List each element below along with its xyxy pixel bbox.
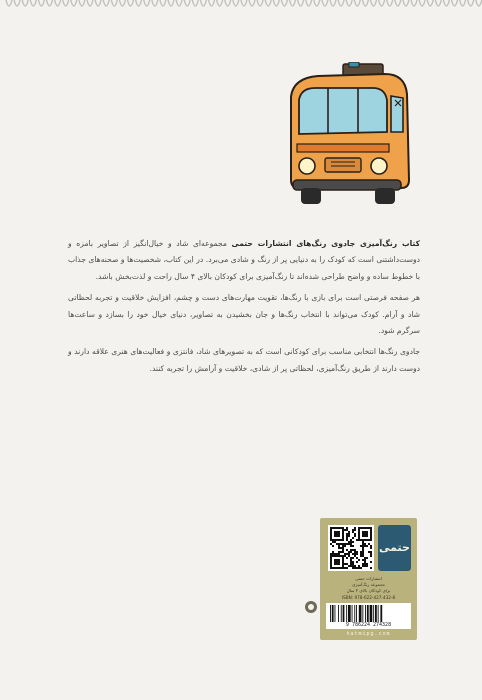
barcode-card — [320, 518, 417, 640]
card-line-3: برای کودکان بالای ۴ سال — [346, 588, 391, 594]
logo-text: حتمی — [379, 541, 410, 554]
paragraph-2: هر صفحه فرصتی است برای بازی با رنگ‌ها، تقویت مهارت‌های دست و چشم، افزایش خلاقیت و تجربه لحظاتی شاد و آرام. کودک می‌تواند با انتخاب رنگ‌ها و جان بخشیدن به تصاویر، دنیای خیال خود را بسازد و ساعت‌ها سرگرم شود. — [68, 293, 420, 336]
intro-paragraph — [68, 236, 420, 285]
publisher-seal-icon — [304, 600, 318, 614]
publisher-website: hatmipg.com — [346, 631, 391, 637]
publisher-logo — [378, 525, 411, 571]
intro-rest: مجموعه‌ای شاد و خیال‌انگیز از تصاویر بامزه و دوست‌داشتنی است که کودک را به دنیایی پر از رنگ و شادی می‌برد. در این کتاب، شخصیت‌ها و صحنه‌های جذاب با خطوط ساده و واضح طراحی شده‌اند تا رنگ‌آمیزی برای کودکان بالای ۴ سال راحت و لذت‌بخش باشد. — [68, 239, 420, 281]
card-line-1: انتشارات حتمی — [355, 576, 382, 581]
barcode-number: 9 786224 274328 — [345, 622, 392, 628]
card-line-4: ISBN: 978-622-427-432-8 — [341, 594, 396, 600]
spiral-binding — [0, 0, 482, 16]
barcode — [326, 603, 411, 629]
paragraph-3: جادوی رنگ‌ها انتخابی مناسب برای کودکانی است که به تصویرهای شاد، فانتزی و فعالیت‌های هنری علاقه دارند و دوست دارند از طریق رنگ‌آمیزی، لحظاتی پر از شادی، خلاقیت و آرامش را تجربه کنند. — [68, 347, 420, 373]
card-line-2: مجموعه رنگ‌آمیزی — [352, 582, 385, 588]
qr-code — [328, 525, 374, 571]
bus-illustration — [283, 62, 413, 212]
barcode-bars — [329, 605, 408, 622]
intro-bold: کتاب رنگ‌آمیزی جادوی رنگ‌های انتشارات حتمی — [231, 239, 420, 248]
card-info — [326, 576, 411, 601]
description-text — [68, 236, 420, 382]
